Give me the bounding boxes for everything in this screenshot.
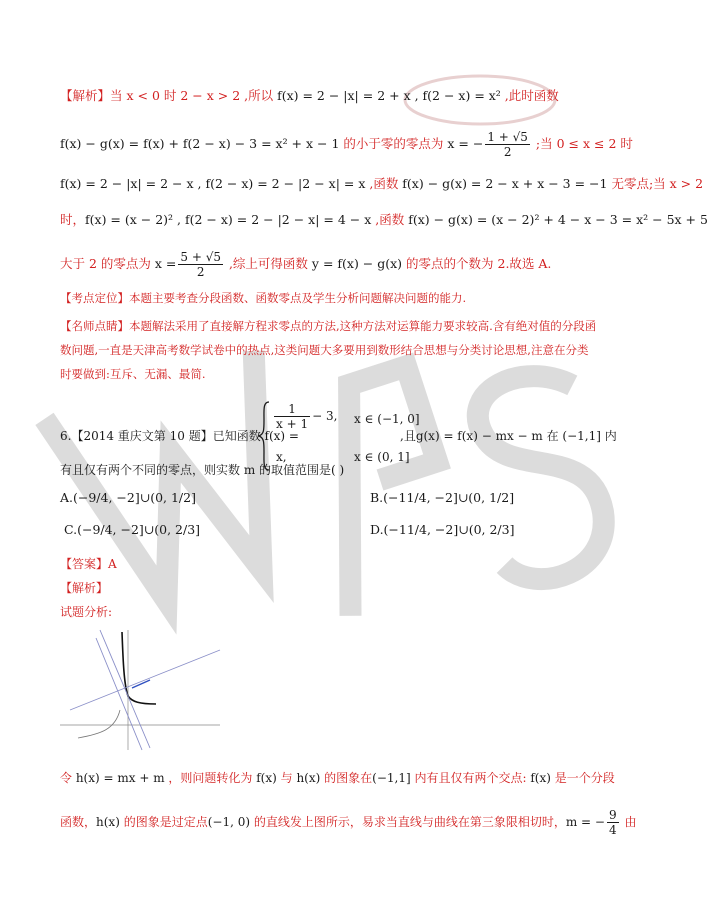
teacher-note-line-1: 【名师点睛】本题解法采用了直接解方程求零点的方法,这种方法对运算能力要求较高.含有绝对值的分段函	[60, 319, 597, 333]
function-graph-figure	[60, 630, 220, 750]
teacher-note-line-2: 数问题,一直是天津高考数学试卷中的热点,这类问题大多要用到数形结合思想与分类讨论思想,注意在分类	[60, 343, 589, 357]
tangent-line-3	[96, 638, 142, 750]
question-6-stem: 6.【2014 重庆文第 10 题】已知函数 f(x) =	[60, 429, 299, 443]
piecewise-function: $\frac{1}{x + 1}$ − 3, x ∈ (−1, 0] x, x ∈ (0, 1]	[258, 400, 408, 472]
bottom-line-2: 函数，h(x) 的图象是过定点(−1, 0) 的直线发上图所示，易求当直线与曲线在第三象限相切时，m = − $\frac{9}{4}$ 由	[60, 808, 637, 837]
fraction: $\frac{9}{4}$	[608, 808, 617, 837]
option-c[interactable]: C.(−9/4, −2]∪(0, 2/3]	[64, 522, 201, 537]
test-analysis-label: 试题分析:	[60, 605, 113, 619]
analysis-line-2: f(x) − g(x) = f(x) + f(2 − x) − 3 = x² + x − 1 的小于零的零点为 x = − $\frac{1 + √5}{2}$ ;当 0 ≤ x ≤ 2 时	[60, 130, 633, 159]
tangent-line-1	[70, 650, 220, 710]
analysis-line-1: 【解析】当 x < 0 时 2 − x > 2 ,所以 f(x) = 2 − |x| = 2 + x , f(2 − x) = x² ,此时函数	[60, 88, 559, 103]
test-point-note: 【考点定位】本题主要考查分段函数、函数零点及学生分析问题解决问题的能力.	[60, 291, 467, 305]
option-b[interactable]: B.(−11/4, −2]∪(0, 1/2]	[370, 490, 515, 505]
answer-label: 【答案】A	[60, 557, 117, 571]
question-6-line-2: 有且仅有两个不同的零点，则实数 m 的取值范围是( )	[60, 463, 345, 477]
curve-lower	[78, 710, 120, 738]
option-d[interactable]: D.(−11/4, −2]∪(0, 2/3]	[370, 522, 515, 537]
fraction: $\frac{1 + √5}{2}$	[487, 130, 528, 159]
analysis-label-2: 【解析】	[60, 581, 109, 595]
analysis-line-3: f(x) = 2 − |x| = 2 − x , f(2 − x) = 2 − |2 − x| = x ,函数 f(x) − g(x) = 2 − x + x − 3 = −1 无零点;当 x > 2	[60, 176, 704, 191]
analysis-line-5: 大于 2 的零点为 x = $\frac{5 + √5}{2}$ ,综上可得函数 y = f(x) − g(x) 的零点的个数为 2.故选 A.	[60, 250, 552, 279]
analysis-label: 【解析】	[60, 88, 111, 103]
option-a[interactable]: A.(−9/4, −2]∪(0, 1/2]	[60, 490, 196, 505]
bottom-line-1: 令 h(x) = mx + m ，则问题转化为 f(x) 与 h(x) 的图象在(−1,1] 内有且仅有两个交点: f(x) 是一个分段	[60, 771, 615, 785]
teacher-note-line-3: 时要做到:互斥、无漏、最简.	[60, 367, 206, 381]
fraction: $\frac{5 + √5}{2}$	[180, 250, 221, 279]
tangent-line-2	[100, 630, 150, 748]
wps-watermark	[60, 340, 620, 620]
analysis-line-4: 时，f(x) = (x − 2)² , f(2 − x) = 2 − |2 − x| = 4 − x ,函数 f(x) − g(x) = (x − 2)² + 4 − x − 3 = x² − 5x + 5	[60, 212, 708, 227]
question-6-stem-tail: ,且g(x) = f(x) − mx − m 在 (−1,1] 内	[400, 429, 617, 443]
